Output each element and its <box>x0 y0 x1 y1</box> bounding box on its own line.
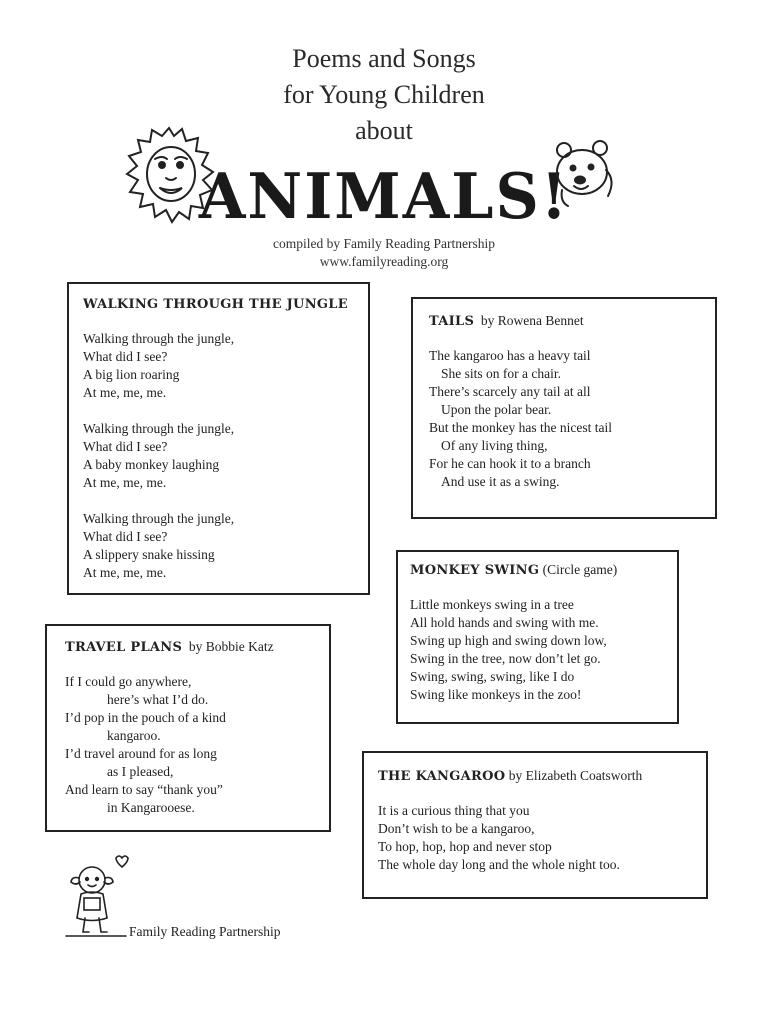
title-line-2: for Young Children <box>283 80 485 109</box>
poem-monkey-swing <box>396 550 679 724</box>
poem-title: MONKEY SWING <box>410 563 540 578</box>
poem-title: TRAVEL PLANS <box>65 640 183 655</box>
poem-line: What did I see? <box>83 529 168 544</box>
poem-line: And use it as a swing. <box>441 474 560 489</box>
poem-line: What did I see? <box>83 349 168 364</box>
poem-line: The kangaroo has a heavy tail <box>429 348 591 363</box>
poem-line: I’d travel around for as long <box>65 746 217 761</box>
poem-byline: by Rowena Bennet <box>480 313 584 328</box>
stanza <box>83 510 354 582</box>
poem-line: Upon the polar bear. <box>441 402 552 417</box>
poem-line: A big lion roaring <box>83 367 180 382</box>
poem-line: A baby monkey laughing <box>83 457 220 472</box>
poem-line: To hop, hop, hop and never stop <box>378 839 552 854</box>
stanza <box>83 330 354 402</box>
lion-illustration <box>122 122 217 227</box>
poem-line: Swing, swing, swing, like I do <box>410 669 575 684</box>
poem-byline: by Elizabeth Coatsworth <box>508 768 643 783</box>
poem-line: At me, me, me. <box>83 565 167 580</box>
poem-tails <box>411 297 717 519</box>
poem-title: THE KANGAROO <box>378 769 506 784</box>
poem-line: What did I see? <box>83 439 168 454</box>
stanza <box>83 420 354 492</box>
title-block <box>0 41 768 149</box>
poem-line: And learn to say “thank you” <box>65 782 223 797</box>
poem-line: Don’t wish to be a kangaroo, <box>378 821 535 836</box>
poem-title: TAILS <box>429 314 475 329</box>
poem-line: For he can hook it to a branch <box>429 456 591 471</box>
poem-line: Little monkeys swing in a tree <box>410 597 574 612</box>
poem-byline: (Circle game) <box>542 562 618 577</box>
title-line-1: Poems and Songs <box>292 44 476 73</box>
poem-travel-plans <box>45 624 331 832</box>
website-link[interactable]: www.familyreading.org <box>319 254 449 269</box>
girl-reading-illustration <box>64 852 130 940</box>
credit-block <box>0 235 768 271</box>
poem-line: I’d pop in the pouch of a kind <box>65 710 226 725</box>
poem-line: She sits on for a chair. <box>441 366 561 381</box>
poem-line: There’s scarcely any tail at all <box>429 384 591 399</box>
poem-walking-through-the-jungle <box>67 282 370 595</box>
poem-line: All hold hands and swing with me. <box>410 615 599 630</box>
footer-org-name: Family Reading Partnership <box>129 924 281 939</box>
poem-line: in Kangarooese. <box>107 800 195 815</box>
poem-title: WALKING THROUGH THE JUNGLE <box>83 297 348 312</box>
poem-line: here’s what I’d do. <box>107 692 209 707</box>
poem-line: Walking through the jungle, <box>83 331 235 346</box>
big-title: ANIMALS! <box>198 160 570 234</box>
poem-line: Walking through the jungle, <box>83 511 235 526</box>
poem-line: A slippery snake hissing <box>83 547 215 562</box>
bear-illustration <box>550 140 618 210</box>
compiled-by: compiled by Family Reading Partnership <box>273 236 495 251</box>
title-line-3: about <box>355 116 413 145</box>
poem-line: The whole day long and the whole night too. <box>378 857 620 872</box>
poem-line: as I pleased, <box>107 764 174 779</box>
poem-line: At me, me, me. <box>83 385 167 400</box>
poem-line: If I could go anywhere, <box>65 674 192 689</box>
poem-line: It is a curious thing that you <box>378 803 530 818</box>
poem-line: Swing up high and swing down low, <box>410 633 607 648</box>
poem-line: At me, me, me. <box>83 475 167 490</box>
poem-line: kangaroo. <box>107 728 161 743</box>
poem-line: Swing in the tree, now don’t let go. <box>410 651 601 666</box>
poem-byline: by Bobbie Katz <box>188 639 274 654</box>
poem-line: Of any living thing, <box>441 438 548 453</box>
poem-the-kangaroo <box>362 751 708 899</box>
poem-line: Swing like monkeys in the zoo! <box>410 687 582 702</box>
poem-line: But the monkey has the nicest tail <box>429 420 612 435</box>
poem-line: Walking through the jungle, <box>83 421 235 436</box>
